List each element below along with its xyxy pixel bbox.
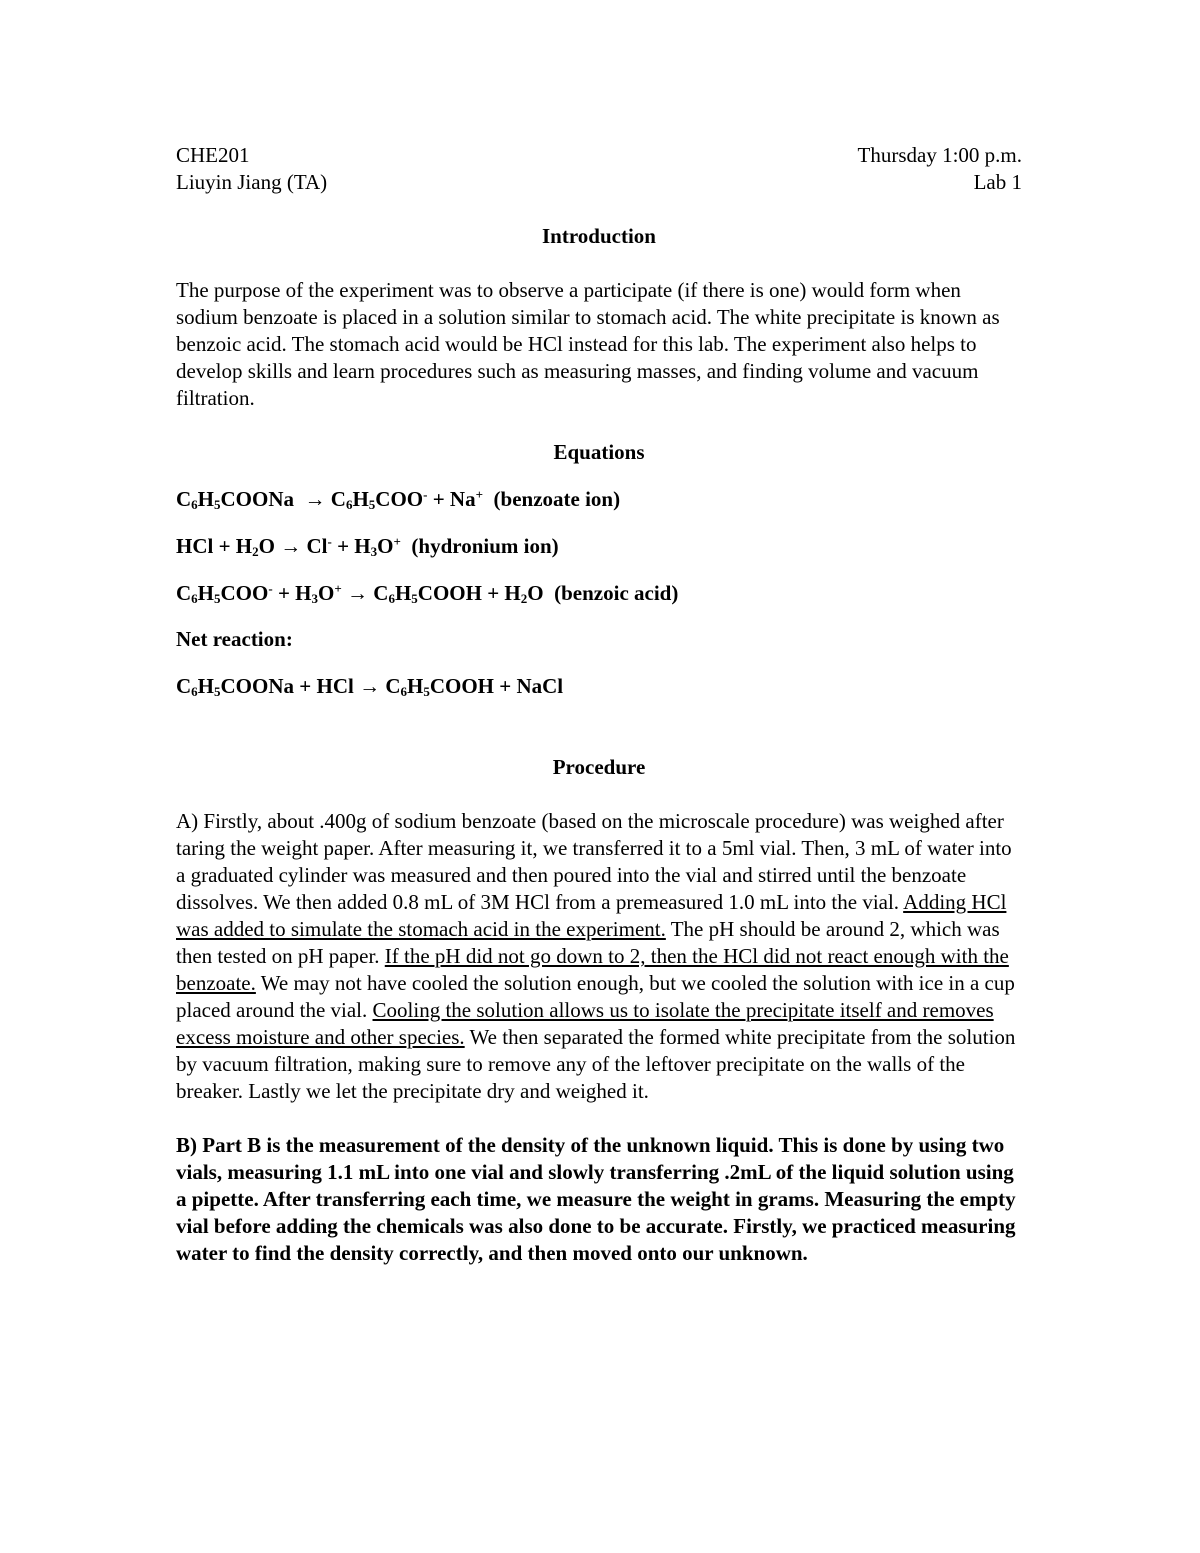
net-reaction-equation: $C_6H_5COONa$ + HCl → $C_6H_5COOH$ + NaCl (176, 674, 564, 699)
class-time: Thursday 1:00 p.m. (857, 143, 1022, 167)
part-a-underlined-2: If the pH did not go down to 2, then the HCl did not react enough with the benzoate. (176, 944, 1009, 995)
procedure-heading: Procedure (552, 755, 646, 779)
equation-1-note: (benzoate ion) (493, 487, 621, 511)
introduction-paragraph: The purpose of the experiment was to observe a participate (if there is one) would form when sodium benzoate is placed in a solution similar to stomach acid. The white precipitate is known as benzoic acid. The stomach acid would be HCl instead for this lab. The experiment also helps to develop skills and learn procedures such as measuring masses, and finding volume and vacuum filtration. (176, 278, 1000, 410)
part-a-underlined-3: Cooling the solution allows us to isolate the precipitate itself and removes excess moisture and other species. (176, 998, 994, 1049)
part-a-underlined-1: Adding HCl was added to simulate the stomach acid in the experiment. (176, 890, 1007, 941)
introduction-heading: Introduction (542, 224, 656, 248)
part-a-text-1: A) Firstly, about .400g of sodium benzoate (based on the microscale procedure) was weighed after taring the weight paper. After measuring it, we transferred it to a 5ml vial. Then, 3 mL of water into a graduated cylinder was measured and then poured into the vial and stirred until the benzoate dissolves. We then added 0.8 mL of 3M HCl from a premeasured 1.0 mL into the vial. (176, 809, 1012, 914)
equation-2: HCl + $H_2O \to Cl^- + H_3O^+$ (hydronium ion) (176, 534, 559, 559)
course-code: CHE201 (176, 143, 250, 167)
lab-number: Lab 1 (973, 170, 1022, 194)
procedure-part-b: B) Part B is the measurement of the density of the unknown liquid. This is done by using two vials, measuring 1.1 mL into one vial and slowly transferring .2mL of the liquid solution using a pipette. After transferring each time, we measure the weight in grams. Measuring the empty vial before adding the chemicals was also done to be accurate. Firstly, we practiced measuring water to find the density correctly, and then moved onto our unknown. (176, 1133, 1016, 1265)
equation-2-note: (hydronium ion) (411, 534, 559, 558)
page-content (176, 142, 1022, 1267)
part-a-text-3: We may not have cooled the solution enough, but we cooled the solution with ice in a cup placed around the vial. (176, 971, 1015, 1022)
header-row-1 (176, 142, 1022, 169)
equations-heading: Equations (553, 440, 645, 464)
part-a-text-2: The pH should be around 2, which was then tested on pH paper. (176, 917, 1000, 968)
net-reaction-label: Net reaction: (176, 627, 293, 651)
part-a-text-4: We then separated the formed white precipitate from the solution by vacuum filtration, making sure to remove any of the leftover precipitate on the walls of the breaker. Lastly we let the precipitate dry and weighed it. (176, 1025, 1016, 1103)
ta-name: Liuyin Jiang (TA) (176, 170, 328, 194)
equation-3-note: (benzoic acid) (554, 581, 679, 605)
equation-1: $C_6H_5COONa \to C_6H_5COO^- + Na^+$ (benzoate ion) (176, 487, 621, 512)
equation-3: $C_6H_5COO^- + H_3O^+$ → $C_6H_5COOH + H_2O$ (benzoic acid) (176, 581, 679, 606)
header-row-2 (176, 169, 1022, 196)
procedure-part-a (176, 808, 1022, 1105)
